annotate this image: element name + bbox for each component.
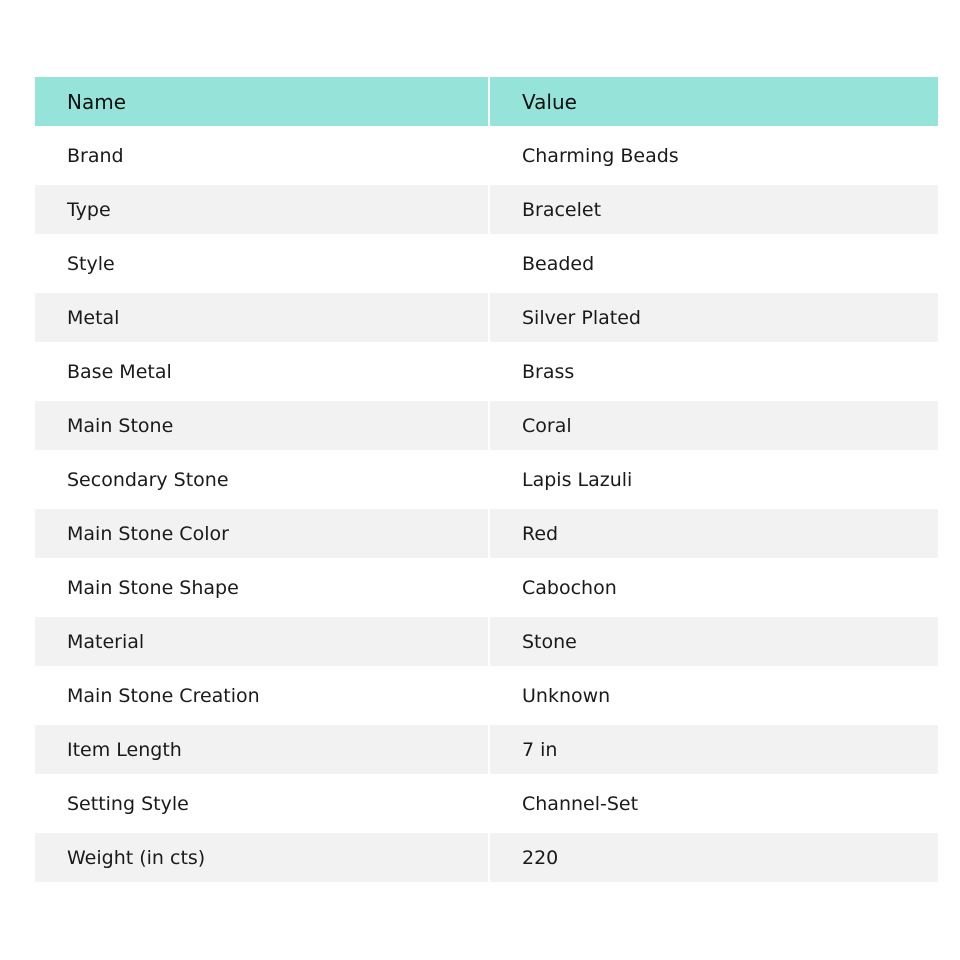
row-name-cell: Item Length [35,720,490,774]
table-row [35,396,938,450]
row-value-cell: Brass [490,342,938,396]
row-name-cell: Main Stone Creation [35,666,490,720]
row-value-cell: Coral [490,396,938,450]
table-row [35,666,938,720]
row-value-cell: Stone [490,612,938,666]
column-header-value: Value [490,77,938,126]
row-name-cell: Setting Style [35,774,490,828]
table-row [35,828,938,882]
row-value-cell: 220 [490,828,938,882]
row-value-cell: Charming Beads [490,126,938,180]
row-name-cell: Style [35,234,490,288]
spec-table [35,77,938,882]
row-name-cell: Metal [35,288,490,342]
table-row [35,234,938,288]
row-name-cell: Material [35,612,490,666]
column-header-name: Name [35,77,490,126]
row-name-cell: Base Metal [35,342,490,396]
row-name-cell: Brand [35,126,490,180]
table-row [35,774,938,828]
row-name-cell: Main Stone Shape [35,558,490,612]
row-value-cell: Beaded [490,234,938,288]
row-name-cell: Weight (in cts) [35,828,490,882]
table-row [35,612,938,666]
row-value-cell: Cabochon [490,558,938,612]
table-row [35,342,938,396]
table-row [35,126,938,180]
row-name-cell: Secondary Stone [35,450,490,504]
table-row [35,450,938,504]
row-value-cell: Bracelet [490,180,938,234]
row-value-cell: Red [490,504,938,558]
table-header-row [35,77,938,126]
table-row [35,180,938,234]
table-row [35,558,938,612]
row-value-cell: Silver Plated [490,288,938,342]
row-name-cell: Main Stone Color [35,504,490,558]
table-row [35,504,938,558]
row-value-cell: Channel-Set [490,774,938,828]
row-name-cell: Type [35,180,490,234]
row-value-cell: Unknown [490,666,938,720]
row-value-cell: Lapis Lazuli [490,450,938,504]
table-row [35,720,938,774]
row-value-cell: 7 in [490,720,938,774]
table-row [35,288,938,342]
row-name-cell: Main Stone [35,396,490,450]
